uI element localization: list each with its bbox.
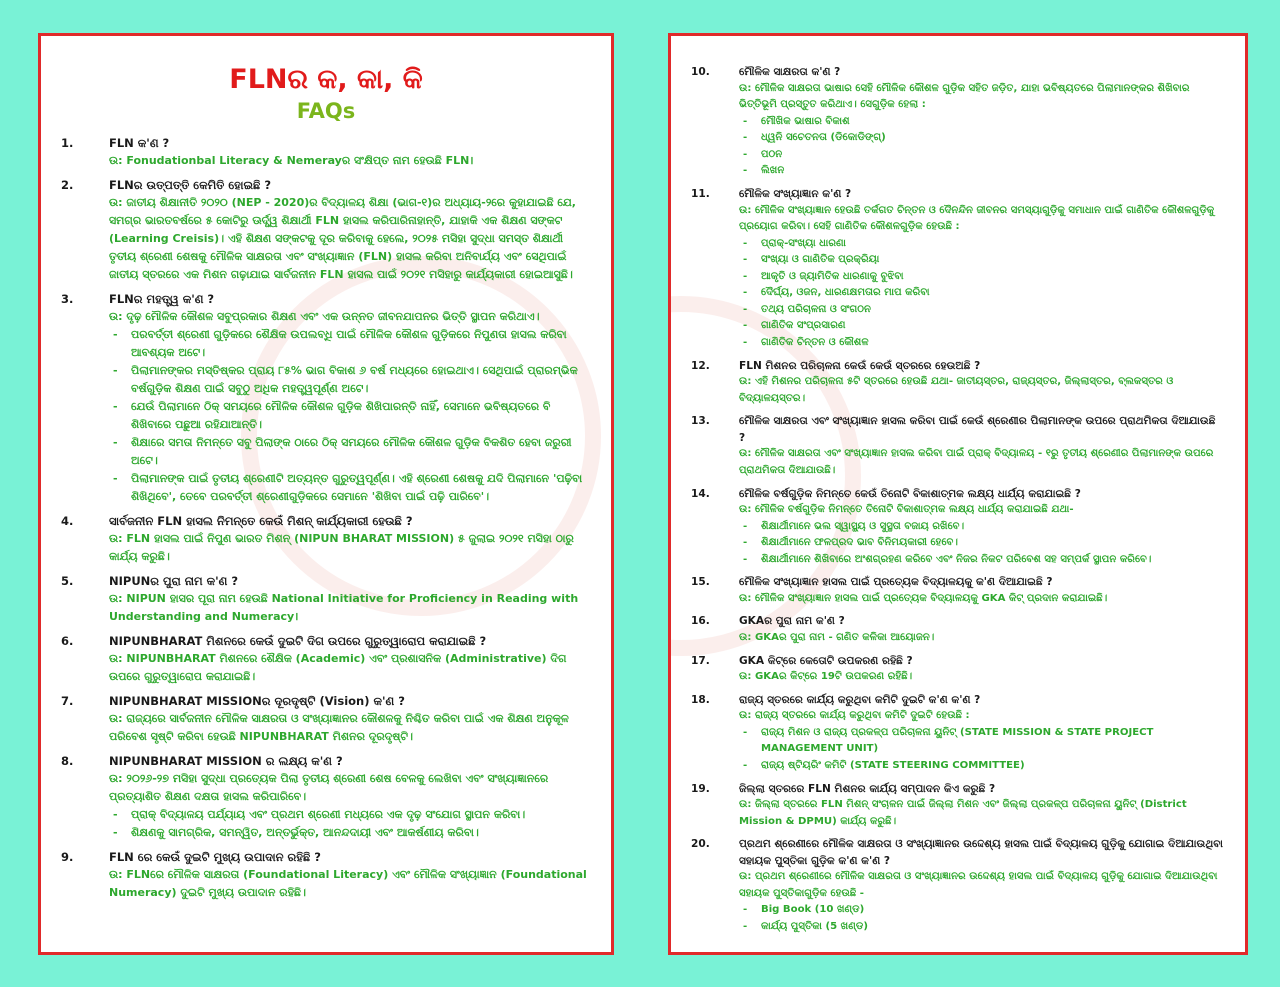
faq-panel-right	[668, 33, 1248, 955]
faq-bullet-item: - ରାଜ୍ୟ ମିଶନ ଓ ରାଜ୍ୟ ପ୍ରକଳ୍ପ ପରିଚାଳନା ୟୁନିଟ୍ (STATE MISSION & STATE PROJECT MANAGEMENT UNIT)	[739, 725, 1225, 758]
faq-list-right	[671, 36, 1245, 936]
faq-question: NIPUNBHARAT MISSION ର ଲକ୍ଷ୍ୟ କ'ଣ ?	[109, 754, 343, 768]
faq-question: NIPUNର ପୁରା ନାମ କ'ଣ ?	[109, 574, 239, 588]
faq-item	[61, 134, 591, 170]
faq-answer: ଉ: NIPUNBHARAT ମିଶନରେ ଶୈକ୍ଷିକ (Academic) ଏବଂ ପ୍ରଶାସନିକ (Administrative) ଦିଗ ଉପରେ ଗୁରୁତ୍ୱାରୋପ କରାଯାଇଛି।	[109, 652, 567, 683]
faq-number: 19.	[691, 782, 710, 795]
faq-item	[61, 632, 591, 686]
faq-answer: ଉ: FLNରେ ମୌଳିକ ସାକ୍ଷରତା (Foundational Literacy) ଏବଂ ମୌଳିକ ସଂଖ୍ୟାଜ୍ଞାନ (Foundational Numeracy) ଦୁଇଟି ମୁଖ୍ୟ ଉପାଦାନ ରହିଛି।	[109, 868, 587, 899]
faq-answer: ଉ: ମୌଳିକ ସାକ୍ଷରତା ଏବଂ ସଂଖ୍ୟାଜ୍ଞାନ ହାସଲ କରିବା ପାଇଁ ପ୍ରାକ୍ ବିଦ୍ୟାଳୟ - ୧ରୁ ତୃତୀୟ ଶ୍ରେଣୀର ପିଲାମାନଙ୍କ ଉପରେ ପ୍ରାଥମିକତା ଦିଆଯାଉଛି।	[739, 448, 1214, 476]
faq-bullet-item: - Big Book (10 ଖଣ୍ଡ)	[739, 902, 1225, 919]
faq-number: 1.	[61, 136, 74, 150]
faq-number: 2.	[61, 178, 74, 192]
faq-question: NIPUNBHARAT ମିଶନରେ କେଉଁ ଦୁଇଟି ଦିଗ ଉପରେ ଗୁରୁତ୍ୱାରୋପ କରାଯାଇଛି ?	[109, 634, 487, 648]
faq-item	[691, 413, 1225, 479]
faq-question: ସାର୍ବଜନୀନ FLN ହାସଲ ନିମନ୍ତେ କେଉଁ ମିଶନ୍ କାର୍ଯ୍ୟକାରୀ ହେଉଛି ?	[109, 514, 413, 528]
faq-bullet-item: - ପ୍ରାକ୍ ବିଦ୍ୟାଳୟ ପର୍ଯ୍ୟାୟ ଏବଂ ପ୍ରଥମ ଶ୍ରେଣୀ ମଧ୍ୟରେ ଏକ ଦୃଢ଼ ସଂଯୋଗ ସ୍ଥାପନ କରିବା।	[109, 806, 591, 824]
faq-item	[61, 176, 591, 284]
faq-bullet-item: - ଲିଖନ	[739, 163, 1225, 180]
faq-bullet-item: - କାର୍ଯ୍ୟ ପୁସ୍ତିକା (5 ଖଣ୍ଡ)	[739, 919, 1225, 936]
faq-item	[61, 848, 591, 902]
faq-item	[61, 512, 591, 566]
faq-number: 9.	[61, 850, 74, 864]
faq-item	[61, 290, 591, 506]
faq-item	[691, 653, 1225, 686]
faq-answer: ଉ: ରାଜ୍ୟରେ ସାର୍ବଜନୀନ ମୌଳିକ ସାକ୍ଷରତା ଓ ସଂଖ୍ୟାଜ୍ଞାନର କୌଶଳକୁ ନିଶ୍ଚିତ କରିବା ପାଇଁ ଏକ ଶିକ୍ଷଣ ଅନୁକୂଳ ପରିବେଶ ସୃଷ୍ଟି କରିବା ହେଉଛି NIPUNBHARAT ମିଶନର ଦୂରଦୃଷ୍ଟି।	[109, 712, 569, 743]
faq-item	[691, 574, 1225, 607]
faq-number: 10.	[691, 66, 710, 78]
faq-answer: ଉ: ପ୍ରଥମ ଶ୍ରେଣୀରେ ମୌଳିକ ସାକ୍ଷରତା ଓ ସଂଖ୍ୟାଜ୍ଞାନର ଉଦ୍ଦେଶ୍ୟ ହାସଲ ପାଇଁ ବିଦ୍ୟାଳୟ ଗୁଡ଼ିକୁ ଯୋଗାଇ ଦିଆଯାଉଥିବା ସହାୟକ ପୁସ୍ତିକାଗୁଡ଼ିକ ହେଉଛି -	[739, 871, 1218, 899]
faq-number: 14.	[691, 487, 710, 500]
faq-item	[691, 692, 1225, 775]
faq-item	[691, 358, 1225, 408]
faq-question: ମୌଳିକ ସଂଖ୍ୟାଜ୍ଞାନ ହାସଲ ପାଇଁ ପ୍ରତ୍ୟେକ ବିଦ୍ୟାଳୟକୁ କ'ଣ ଦିଆଯାଇଛି ?	[739, 576, 1053, 589]
faq-answer: ଉ: Fonudationbal Literacy & Nemerayର ସଂକ୍ଷିପ୍ତ ନାମ ହେଉଛି FLN।	[109, 154, 474, 167]
faq-bullet-list	[739, 902, 1225, 935]
faq-answer: ଉ: FLN ହାସଲ ପାଇଁ ନିପୁଣ ଭାରତ ମିଶନ୍ (NIPUN BHARAT MISSION) ୫ ଜୁଲାଇ ୨୦୨୧ ମସିହା ଠାରୁ କାର୍ଯ୍ୟ କରୁଛି।	[109, 532, 574, 563]
faq-answer: ଉ: GKAର ପୁରା ନାମ - ଗଣିତ କଳିକା ଆୟୋଜନ।	[739, 632, 935, 643]
faq-question: ଜିଲ୍ଲା ସ୍ତରରେ FLN ମିଶନର କାର୍ଯ୍ୟ ସମ୍ପାଦନ କିଏ କରୁଛି ?	[739, 782, 996, 795]
faq-question: FLNର ମହତ୍ତ୍ୱ କ'ଣ ?	[109, 292, 215, 306]
faq-item	[691, 486, 1225, 569]
faq-item	[691, 836, 1225, 935]
faq-bullet-item: - ପ୍ରାକ୍-ସଂଖ୍ୟା ଧାରଣା	[739, 236, 1225, 253]
faq-item	[61, 572, 591, 626]
faq-bullet-item: - ଆକୃତି ଓ ଜ୍ୟାମିତିକ ଧାରଣାକୁ ବୁଝିବା	[739, 269, 1225, 286]
faq-item	[61, 692, 591, 746]
faq-bullet-item: - ଶିକ୍ଷାରେ ସମତା ନିମନ୍ତେ ସବୁ ପିଲାଙ୍କ ଠାରେ ଠିକ୍ ସମୟରେ ମୌଳିକ କୌଶଳ ଗୁଡ଼ିକ ବିକଶିତ ହେବା ଜରୁରୀ ଅଟେ।	[109, 434, 591, 470]
faq-answer: ଉ: ଜିଲ୍ଲା ସ୍ତରରେ FLN ମିଶନ୍ ସଂଚାଳନ ପାଇଁ ଜିଲ୍ଲା ମିଶନ ଏବଂ ଜିଲ୍ଲା ପ୍ରକଳ୍ପ ପରିଚାଳନା ୟୁନିଟ୍ (District Mission & DPMU) କାର୍ଯ୍ୟ କରୁଛି।	[739, 799, 1187, 827]
faq-bullet-item: - ଗାଣିତିକ ଚିନ୍ତନ ଓ କୌଶଳ	[739, 335, 1225, 352]
faq-bullet-item: - ଧ୍ୱନି ସଚେତନତା (ଡିକୋଡିଙ୍ଗ୍)	[739, 130, 1225, 147]
faq-bullet-item: - ସଂଖ୍ୟା ଓ ଗାଣିତିକ ପ୍ରକ୍ରିୟା	[739, 252, 1225, 269]
page-subtitle: FAQs	[296, 99, 356, 123]
faq-question: ମୌଳିକ ସଂଖ୍ୟାଜ୍ଞାନ କ'ଣ ?	[739, 187, 852, 200]
faq-bullet-item: - ତଥ୍ୟ ପରିଚାଳନା ଓ ସଂଗଠନ	[739, 302, 1225, 319]
faq-bullet-item: - ମୌଖିକ ଭାଷାର ବିକାଶ	[739, 114, 1225, 131]
faq-bullet-item: - ଶିକ୍ଷାର୍ଥୀମାନେ ଭଲ ସ୍ୱାସ୍ଥ୍ୟ ଓ ସୁସ୍ଥତା ବଜାୟ ରଖିବେ।	[739, 519, 1225, 536]
faq-question: FLNର ଉତ୍ପତ୍ତି କେମିତି ହୋଇଛି ?	[109, 178, 271, 192]
faq-number: 16.	[691, 615, 710, 628]
faq-question: ମୌଳିକ ସାକ୍ଷରତା ଏବଂ ସଂଖ୍ୟାଜ୍ଞାନ ହାସଲ କରିବା ପାଇଁ କେଉଁ ଶ୍ରେଣୀର ପିଲାମାନଙ୍କ ଉପରେ ପ୍ରାଥମିକତା ଦିଆଯାଉଛି ?	[739, 415, 1216, 444]
faq-bullet-list	[739, 519, 1225, 569]
faq-question: ପ୍ରଥମ ଶ୍ରେଣୀରେ ମୌଳିକ ସାକ୍ଷରତା ଓ ସଂଖ୍ୟାଜ୍ଞାନର ଉଦ୍ଦେଶ୍ୟ ହାସଲ ପାଇଁ ବିଦ୍ୟାଳୟ ଗୁଡ଼ିକୁ ଯୋଗାଇ ଦିଆଯାଉଥିବା ସହାୟକ ପୁସ୍ତିକା ଗୁଡ଼ିକ କ'ଣ କ'ଣ ?	[739, 838, 1223, 867]
faq-number: 11.	[691, 187, 710, 200]
faq-question: ରାଜ୍ୟ ସ୍ତରରେ କାର୍ଯ୍ୟ କରୁଥିବା କମିଟି ଦୁଇଟି କ'ଣ କ'ଣ ?	[739, 693, 981, 706]
faq-number: 3.	[61, 292, 74, 306]
faq-question: FLN କ'ଣ ?	[109, 136, 170, 150]
faq-answer: ଉ: GKAର କିଟ୍‌ରେ 19ଟି ଉପକରଣ ରହିଛି।	[739, 671, 913, 683]
faq-item	[691, 781, 1225, 831]
faq-number: 13.	[691, 415, 710, 428]
faq-number: 7.	[61, 694, 74, 708]
faq-answer: ଉ: ଜାତୀୟ ଶିକ୍ଷାନୀତି ୨୦୨୦ (NEP - 2020)ର ବିଦ୍ୟାଳୟ ଶିକ୍ଷା (ଭାଗ-୧)ର ଅଧ୍ୟାୟ-୨ରେ କୁହାଯାଇଛି ଯେ, ସମଗ୍ର ଭାରତବର୍ଷରେ ୫ କୋଟିରୁ ଊର୍ଦ୍ଧ୍ୱ ଶିକ୍ଷାର୍ଥୀ FLN ହାସଲ କରିପାରିନାହାନ୍ତି, ଯାହାକି ଏକ ଶିକ୍ଷଣ ସଙ୍କଟ (Learning Creisis)। ଏହି ଶିକ୍ଷଣ ସଙ୍କଟକୁ ଦୂର କରିବାକୁ ହେଲେ, ୨୦୨୫ ମସିହା ସୁଦ୍ଧା ସମସ୍ତ ଶିକ୍ଷାର୍ଥୀ ତୃତୀୟ ଶ୍ରେଣୀ ଶେଷକୁ ମୌଳିକ ସାକ୍ଷରତା ଏବଂ ସଂଖ୍ୟାଜ୍ଞାନ (FLN) ହାସଲ କରିବା ଅନିବାର୍ଯ୍ୟ ଏବଂ ସେଥିପାଇଁ ଜାତୀୟ ସ୍ତରରେ ଏକ ମିଶନ ଗଢ଼ାଯାଇ ସାର୍ବଜନୀନ FLN ହାସଲ ପାଇଁ ୨୦୨୧ ମସିହାରୁ କାର୍ଯ୍ୟକାରୀ ହୋଇଆସୁଛି।	[109, 196, 576, 281]
faq-question: FLN ରେ କେଉଁ ଦୁଇଟି ମୁଖ୍ୟ ଉପାଦାନ ରହିଛି ?	[109, 850, 321, 864]
faq-bullet-item: - ପିଲାମାନଙ୍କ ପାଇଁ ତୃତୀୟ ଶ୍ରେଣୀଟି ଅତ୍ୟନ୍ତ ଗୁରୁତ୍ୱପୂର୍ଣ୍ଣ। ଏହି ଶ୍ରେଣୀ ଶେଷକୁ ଯଦି ପିଲାମାନେ 'ପଢ଼ିବା ଶିଖିଥିବେ', ତେବେ ପରବର୍ତ୍ତୀ ଶ୍ରେଣୀଗୁଡ଼ିକରେ ସେମାନେ 'ଶିଖିବା ପାଇଁ ପଢ଼ି ପାରିବେ'।	[109, 470, 591, 506]
faq-item	[691, 613, 1225, 646]
faq-number: 5.	[61, 574, 74, 588]
faq-bullet-item: - ପିଲାମାନଙ୍କର ମସ୍ତିଷ୍କର ପ୍ରାୟ ୮୫% ଭାଗ ବିକାଶ ୬ ବର୍ଷ ମଧ୍ୟରେ ହୋଇଥାଏ। ସେଥିପାଇଁ ପ୍ରାରମ୍ଭିକ ବର୍ଷଗୁଡ଼ିକ ଶିକ୍ଷଣ ପାଇଁ ସବୁଠୁ ଅଧିକ ମହତ୍ତ୍ୱପୂର୍ଣ୍ଣ ଅଟେ।	[109, 362, 591, 398]
faq-answer: ଉ: ଦୃଢ଼ ମୌଳିକ କୌଶଳ ସବୁପ୍ରକାର ଶିକ୍ଷଣ ଏବଂ ଏକ ଉନ୍ନତ ଜୀବନଯାପନର ଭିତ୍ତି ସ୍ଥାପନ କରିଥାଏ।	[109, 310, 540, 323]
faq-bullet-item: - ଶିକ୍ଷାର୍ଥୀମାନେ ଫଳପ୍ରଦ ଭାବ ବିନିମୟକାରୀ ହେବେ।	[739, 535, 1225, 552]
faq-question: FLN ମିଶନର ପରିଚାଳନା କେଉଁ କେଉଁ ସ୍ତରରେ ହେଉଅଛି ?	[739, 359, 981, 372]
faq-bullet-item: - ଦୈର୍ଘ୍ୟ, ଓଜନ, ଧାରଣକ୍ଷମତାର ମାପ କରିବା	[739, 285, 1225, 302]
faq-answer: ଉ: ମୌଳିକ ସଂଖ୍ୟାଜ୍ଞାନ ହାସଲ ପାଇଁ ପ୍ରତ୍ୟେକ ବିଦ୍ୟାଳୟକୁ GKA କିଟ୍ ପ୍ରଦାନ କରାଯାଇଛି।	[739, 592, 1108, 604]
faq-list-left	[41, 134, 611, 902]
faq-answer: ଉ: ମୌଳିକ ସଂଖ୍ୟାଜ୍ଞାନ ହେଉଛି ତର୍କଗତ ଚିନ୍ତନ ଓ ଦୈନନ୍ଦିନ ଜୀବନର ସମସ୍ୟାଗୁଡ଼ିକୁ ସମାଧାନ ପାଇଁ ଗାଣିତିକ କୌଶଳଗୁଡ଼ିକୁ ପ୍ରୟୋଗ କରିବା। ସେହି ଗାଣିତିକ କୌଶଳଗୁଡ଼ିକ ହେଉଛି :	[739, 204, 1215, 233]
faq-answer: ଉ: ଏହି ମିଶନର ପରିଚାଳନା ୫ଟି ସ୍ତରରେ ହେଉଛି ଯଥା- ଜାତୀୟସ୍ତର, ରାଜ୍ୟସ୍ତର, ଜିଲ୍ଲାସ୍ତର, ବ୍ଲକସ୍ତର ଓ ବିଦ୍ୟାଳୟସ୍ତର।	[739, 376, 1174, 404]
faq-bullet-item: - ପଠନ	[739, 147, 1225, 164]
faq-bullet-item: - ପରବର୍ତ୍ତୀ ଶ୍ରେଣୀ ଗୁଡ଼ିକରେ ଶୈକ୍ଷିକ ଉପଲବ୍ଧି ପାଇଁ ମୌଳିକ କୌଶଳ ଗୁଡ଼ିକରେ ନିପୁଣତା ହାସଲ କରିବା ଆବଶ୍ୟକ ଅଟେ।	[109, 326, 591, 362]
faq-number: 8.	[61, 754, 74, 768]
faq-question: GKA କିଟ୍‌ରେ କେତୋଟି ଉପକରଣ ରହିଛି ?	[739, 654, 913, 667]
faq-bullet-list	[739, 114, 1225, 180]
faq-answer: ଉ: ମୌଳିକ ବର୍ଷଗୁଡ଼ିକ ନିମନ୍ତେ ତିନୋଟି ବିକାଶାତ୍ମକ ଲକ୍ଷ୍ୟ ଧାର୍ଯ୍ୟ କରାଯାଇଛି ଯଥା-	[739, 504, 1074, 516]
faq-panel-left	[38, 33, 614, 955]
faq-number: 6.	[61, 634, 74, 648]
faq-bullet-item: - ଶିକ୍ଷଣକୁ ସାମଗ୍ରିକ, ସମନ୍ୱିତ, ଅନ୍ତର୍ଭୁକ୍ତ, ଆନନ୍ଦଦାୟୀ ଏବଂ ଆକର୍ଷଣୀୟ କରିବା।	[109, 824, 591, 842]
faq-bullet-item: - ଗାଣିତିକ ସଂପ୍ରସାରଣ	[739, 318, 1225, 335]
page-title: FLNର କ, କା, କି	[229, 64, 423, 95]
faq-bullet-list	[109, 806, 591, 842]
faq-item	[691, 64, 1225, 180]
faq-item	[61, 752, 591, 842]
faq-bullet-list	[739, 236, 1225, 352]
faq-question: NIPUNBHARAT MISSIONର ଦୂରଦୃଷ୍ଟି (Vision) କ'ଣ ?	[109, 694, 405, 708]
faq-number: 4.	[61, 514, 74, 528]
faq-number: 18.	[691, 693, 710, 706]
faq-answer: ଉ: ୨୦୨୬-୨୭ ମସିହା ସୁଦ୍ଧା ପ୍ରତ୍ୟେକ ପିଲା ତୃତୀୟ ଶ୍ରେଣୀ ଶେଷ ବେଳକୁ ଲେଖିବା ଏବଂ ସଂଖ୍ୟାଜ୍ଞାନରେ ପ୍ରତ୍ୟାଶିତ ଶିକ୍ଷଣ ଦକ୍ଷତା ହାସଲ କରିପାରିବେ।	[109, 772, 549, 803]
faq-answer: ଉ: ରାଜ୍ୟ ସ୍ତରରେ କାର୍ଯ୍ୟ କରୁଥିବା କମିଟି ଦୁଇଟି ହେଉଛି :	[739, 710, 970, 722]
faq-number: 20.	[691, 838, 710, 851]
faq-answer: ଉ: NIPUN ହାସର ପୂରା ନାମ ହେଉଛି National Initiative for Proficiency in Reading with Understanding and Numeracy।	[109, 592, 579, 623]
faq-question: GKAର ପୁରା ନାମ କ'ଣ ?	[739, 615, 845, 628]
faq-number: 12.	[691, 359, 710, 372]
faq-question: ମୌଳିକ ସାକ୍ଷରତା କ'ଣ ?	[739, 66, 841, 78]
faq-answer: ଉ: ମୌଳିକ ସାକ୍ଷରତା ଭାଷାର ସେହି ମୌଳିକ କୌଶଳ ଗୁଡ଼ିକ ସହିତ ଜଡ଼ିତ, ଯାହା ଭବିଷ୍ୟତରେ ପିଲାମାନଙ୍କର ଶିଖିବାର ଭିତ୍ତିଭୂମି ପ୍ରସ୍ତୁତ କରିଥାଏ। ସେଗୁଡ଼ିକ ହେଲା :	[739, 82, 1190, 111]
faq-number: 15.	[691, 576, 710, 589]
faq-number: 17.	[691, 654, 710, 667]
faq-bullet-item: - ଶିକ୍ଷାର୍ଥୀମାନେ ଶିଖିବାରେ ଅଂଶଗ୍ରହଣ କରିବେ ଏବଂ ନିଜର ନିକଟ ପରିବେଶ ସହ ସମ୍ପର୍କ ସ୍ଥାପନ କରିବେ।	[739, 552, 1225, 569]
faq-bullet-item: - ଯେଉଁ ପିଲାମାନେ ଠିକ୍ ସମୟରେ ମୌଳିକ କୌଶଳ ଗୁଡ଼ିକ ଶିଖିପାରନ୍ତି ନାହିଁ, ସେମାନେ ଭବିଷ୍ୟତରେ ବି ଶିଖିବାରେ ପଛୁଆ ରହିଯାଆନ୍ତି।	[109, 398, 591, 434]
faq-bullet-list	[109, 326, 591, 506]
faq-bullet-list	[739, 725, 1225, 775]
faq-item	[691, 186, 1225, 352]
faq-bullet-item: - ରାଜ୍ୟ ଷ୍ଟିୟରିଂ କମିଟି (STATE STEERING COMMITTEE)	[739, 758, 1225, 775]
faq-question: ମୌଳିକ ବର୍ଷଗୁଡ଼ିକ ନିମନ୍ତେ କେଉଁ ତିନୋଟି ବିକାଶାତ୍ମକ ଲକ୍ଷ୍ୟ ଧାର୍ଯ୍ୟ କରାଯାଇଛି ?	[739, 487, 1081, 500]
